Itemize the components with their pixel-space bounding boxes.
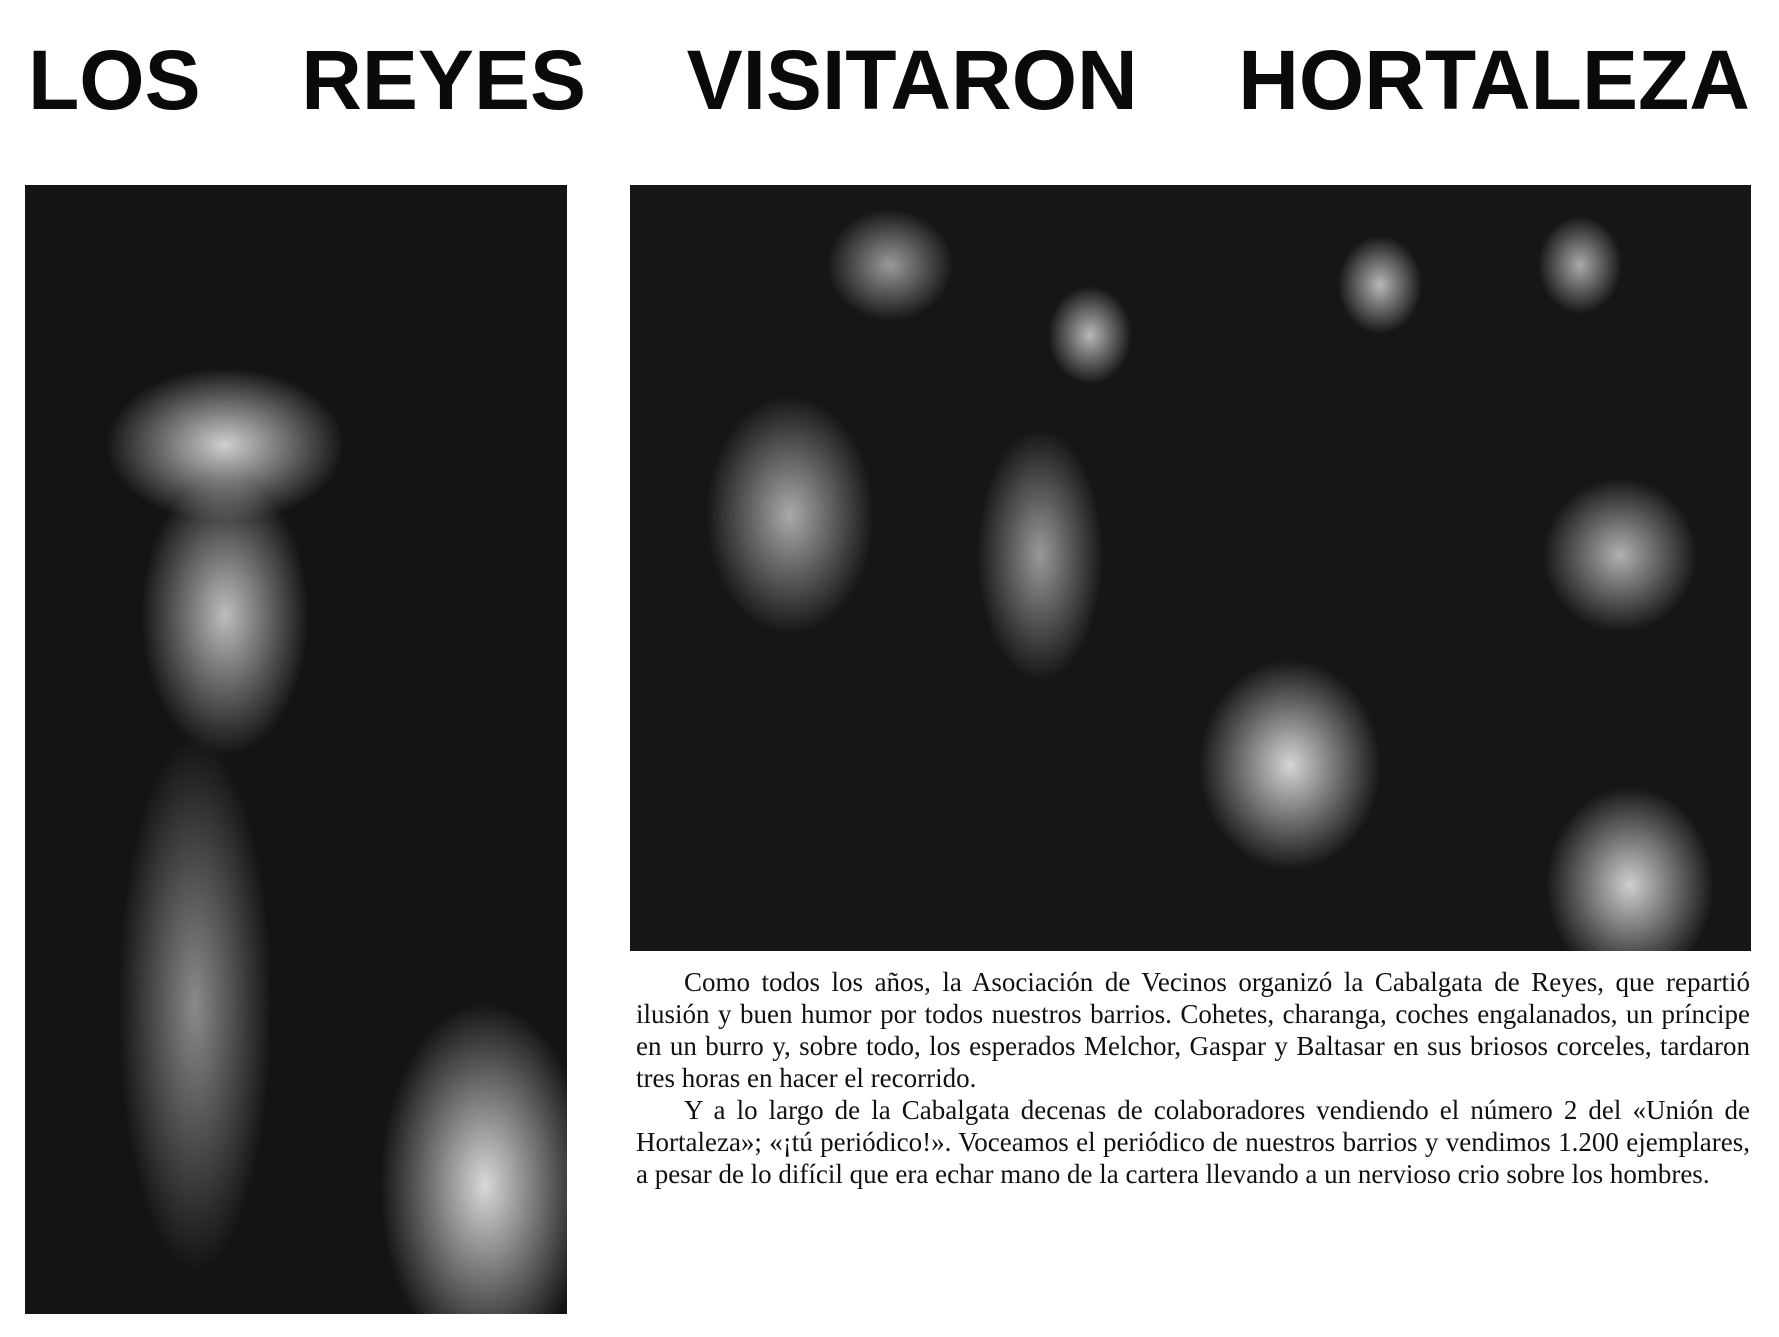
article-paragraph: Y a lo largo de la Cabalgata decenas de colaboradores vendiendo el número 2 del «Unión de Hortaleza»; «¡tú periódico!». Voceamos el periódico de nuestros barrios y vendimos 1.200 ejemplares, a pesar de lo difícil que era echar mano de la cartera llevando a un nervioso crio sobre los hombres. <box>636 1095 1750 1189</box>
headline-word: HORTALEZA <box>1238 33 1750 127</box>
photo-crowd-children <box>630 185 1751 951</box>
article-paragraph: Como todos los años, la Asociación de Vecinos organizó la Cabalgata de Reyes, que repartió ilusión y buen humor por todos nuestros barrios. Cohetes, charanga, coches engalanados, un príncipe en un burro y, sobre todo, los esperados Melchor, Gaspar y Baltasar en sus briosos corceles, tardaron tres horas en hacer el recorrido. <box>636 967 1750 1093</box>
article-body <box>636 966 1750 1190</box>
headline <box>28 20 1750 140</box>
headline-word: REYES <box>301 33 587 127</box>
photo-king-on-horse <box>25 185 567 1314</box>
headline-word: VISITARON <box>686 33 1138 127</box>
headline-word: LOS <box>28 33 201 127</box>
